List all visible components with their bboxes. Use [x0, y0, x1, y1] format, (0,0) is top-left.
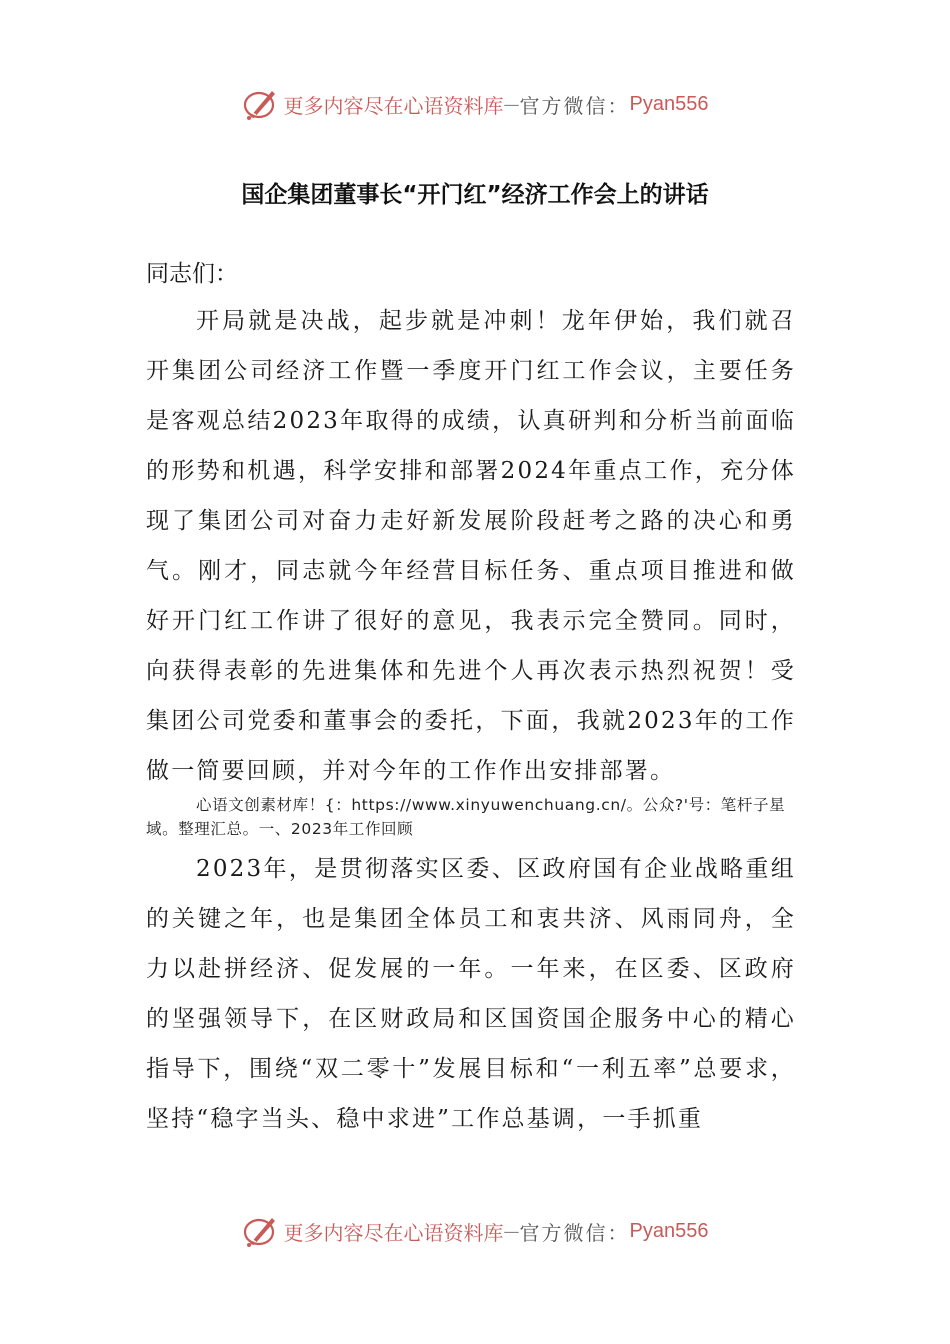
paragraph-opening: 开局就是决战，起步就是冲刺！龙年伊始，我们就召开集团公司经济工作暨一季度开门红工作会议，主要任务是客观总结2023年取得的成绩，认真研判和分析当前面临的形势和机遇，科学安排和部署2024年重点工作，充分体现了集团公司对奋力走好新发展阶段赶考之路的决心和勇气。刚才，同志就今年经营目标任务、重点项目推进和做好开门红工作讲了很好的意见，我表示完全赞同。同时，向获得表彰的先进集体和先进个人再次表示热烈祝贺！受集团公司党委和董事会的委托，下面，我就2023年的工作做一简要回顾，并对今年的工作作出安排部署。	[146, 308, 796, 784]
watermark-banner-bottom	[0, 1211, 950, 1251]
paragraph-review: 2023年，是贯彻落实区委、区政府国有企业战略重组的关键之年，也是集团全体员工和衷共济、风雨同舟，全力以赴拼经济、促发展的一年。一年来，在区委、区政府的坚强领导下，在区财政局和区国资国企服务中心的精心指导下，围绕“双二零十”发展目标和“一利五率”总要求，坚持“稳字当头、稳中求进”工作总基调，一手抓重	[146, 856, 796, 1132]
watermark-wechat-id: Pyan556	[629, 92, 709, 115]
watermark-text: 更多内容尽在心语资料库	[283, 1220, 504, 1245]
watermark-separator: —	[503, 1221, 520, 1241]
document-title: 国企集团董事长“开门红”经济工作会上的讲话	[241, 182, 709, 208]
watermark-wechat-id: Pyan556	[629, 1219, 709, 1242]
watermark-wechat-label: 官方微信：	[519, 93, 630, 118]
watermark-separator: —	[503, 94, 520, 114]
watermark-text: 更多内容尽在心语资料库	[283, 93, 504, 118]
greeting: 同志们：	[146, 261, 238, 287]
watermark-wechat-label: 官方微信：	[519, 1220, 630, 1245]
watermark-banner-top	[0, 84, 950, 124]
source-note: 心语文创素材库！{：https://www.xinyuwenchuang.cn/。公众?'号：笔杆子星域。整理汇总。一、2023年工作回顾	[146, 796, 786, 838]
quill-logo-icon	[242, 1214, 280, 1248]
quill-logo-icon	[242, 87, 280, 121]
